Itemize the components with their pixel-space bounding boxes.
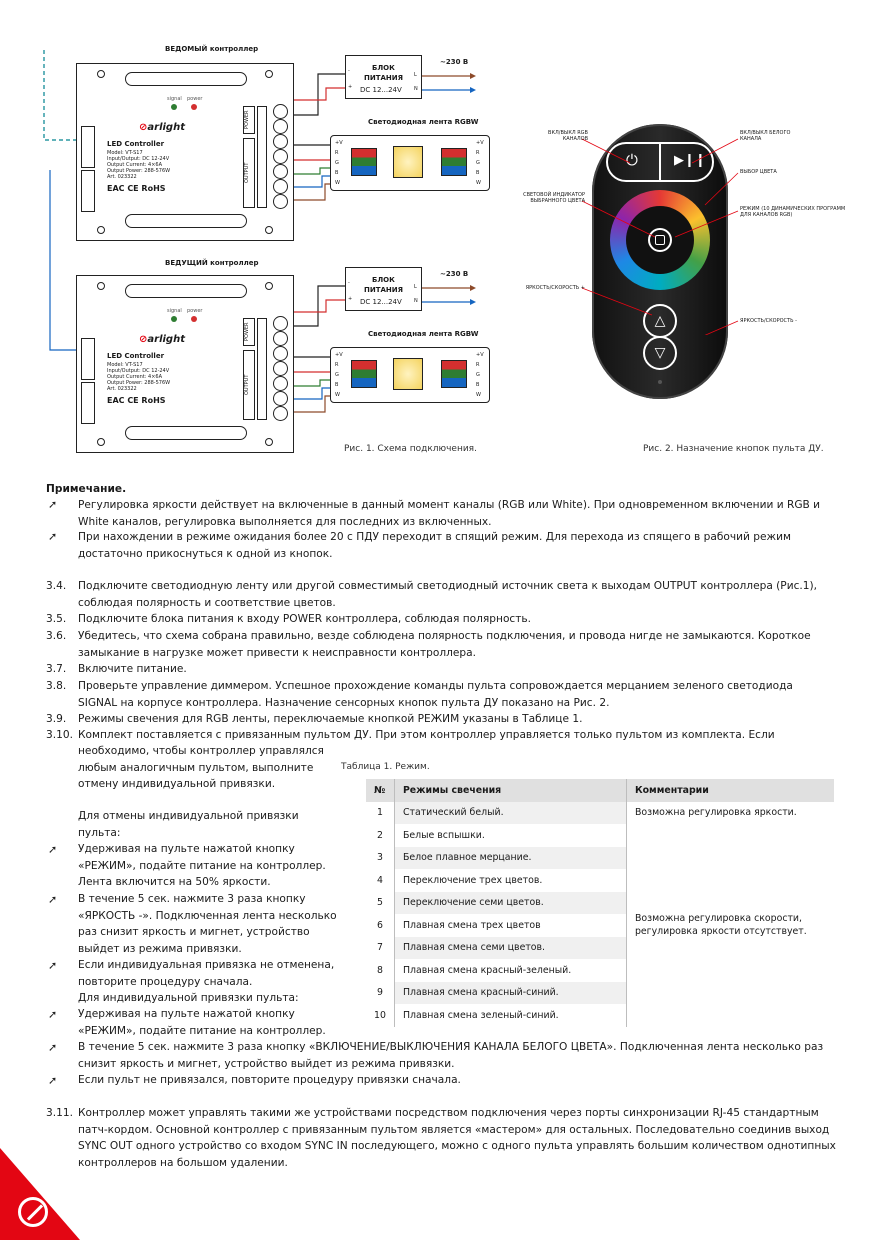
psu-title2: ПИТАНИЯ: [364, 74, 404, 82]
screw-hole: [97, 226, 105, 234]
modes-table: [366, 779, 834, 1027]
figure2-caption: Рис. 2. Назначение кнопок пульта ДУ.: [643, 444, 824, 454]
pin-labels-strip: [257, 106, 267, 208]
psu-N: N: [414, 298, 418, 304]
signal-label: signal: [167, 96, 182, 102]
arrow-icon: ➚: [48, 843, 58, 856]
brand-logo: ⊘arlight: [139, 122, 185, 133]
screw-hole: [97, 282, 105, 290]
controller-name: LED Controller: [107, 140, 165, 148]
step-number: 3.8.: [46, 680, 67, 692]
led-strip-slave: +V R G B W +V R G B W: [330, 135, 490, 191]
screw-hole: [265, 282, 273, 290]
slave-controller-title: ВЕДОМЫЙ контроллер: [165, 45, 259, 53]
strip-title-slave: Светодиодная лента RGBW: [368, 118, 479, 126]
bind-step-item: Удерживая на пульте нажатой кнопку «РЕЖИМ», подайте питание на контроллер.: [78, 1008, 326, 1037]
brand-logo-icon: [18, 1197, 48, 1227]
table-row: 2 Белые вспышки. Возможна регулировка скорости, регулировка яркости отсутствует.: [366, 824, 834, 847]
label-bright-plus: ЯРКОСТЬ/СКОРОСТЬ +: [525, 285, 585, 291]
merged-comment: Возможна регулировка скорости, регулировка яркости отсутствует.: [626, 824, 834, 1027]
rgb-led-chip: [351, 148, 377, 176]
label-indicator: СВЕТОВОЙ ИНДИКАТОР ВЫБРАННОГО ЦВЕТА: [523, 192, 585, 204]
table-header: Комментарии: [626, 779, 834, 802]
arrow-icon: ➚: [48, 530, 58, 543]
rgb-led-chip: [441, 360, 467, 388]
pin-labels-strip: [257, 318, 267, 420]
arrow-icon: ➚: [48, 498, 58, 511]
strip-title-master: Светодиодная лента RGBW: [368, 330, 479, 338]
terminal-block: [273, 316, 288, 421]
signal-led: [171, 104, 177, 110]
table-caption: Таблица 1. Режим.: [341, 762, 430, 772]
psu-master: [345, 267, 422, 311]
arrow-icon: ➚: [48, 959, 58, 972]
bind-title: Для индивидуальной привязки пульта:: [78, 992, 299, 1004]
power-led: [191, 104, 197, 110]
signal-led: [171, 316, 177, 322]
step-text: Подключите блока питания к входу POWER контроллера, соблюдая полярность.: [78, 613, 532, 625]
arrow-icon: ➚: [48, 1074, 58, 1087]
psu-slave: [345, 55, 422, 99]
step-text: Контроллер может управлять такими же устройствами посредством подключения через порты синхронизации RJ-45 стандартным патч-кордом. Основной контроллер с привязанным пультом является «мастером» для остальных. Последовательно соединив выход SYNC OUT одного устройство со входом SYNC IN последующего, можно с одного пульта управлять большим количеством однотипных контроллеров на большом удалении.: [78, 1107, 836, 1169]
vent-slot-top: [125, 284, 247, 298]
screw-hole: [265, 226, 273, 234]
arrow-icon: ➚: [48, 1041, 58, 1054]
psu-minus: -: [348, 280, 350, 286]
table-row: 8 Плавная смена красный-зеленый.: [366, 959, 834, 982]
spec-list: Model: VT-S17 Input/Output: DC 12-24V Output Current: 4×6A Output Power: 288-576W Art. 023322: [107, 150, 171, 180]
vent-slot-bottom: [125, 214, 247, 228]
step310-text: необходимо, чтобы контроллер управлялся любым аналогичным пультом, выполните отмену индивидуальной привязки.: [78, 745, 324, 791]
power-icon[interactable]: ⏻: [626, 151, 638, 169]
psu-title1: БЛОК: [372, 276, 395, 284]
rj45-out: [81, 170, 95, 212]
note-item: При нахождении в режиме ожидания более 20 с ПДУ переходит в спящий режим. Для перехода из спящего в рабочий режим достаточно прикоснуться к одной из кнопок.: [78, 531, 791, 560]
screw-hole: [97, 438, 105, 446]
table-header: Режимы свечения: [394, 779, 626, 802]
step-number: 3.4.: [46, 580, 67, 592]
step-number: 3.5.: [46, 613, 67, 625]
step-number: 3.6.: [46, 630, 67, 642]
table-row: 1 Статический белый. Возможна регулировка яркости.: [366, 802, 834, 825]
master-controller: [76, 275, 294, 453]
label-on-off-rgb: ВКЛ/ВЫКЛ RGB КАНАЛОВ: [548, 130, 588, 142]
table-row: 9 Плавная смена красный-синий.: [366, 982, 834, 1005]
label-color-select: ВЫБОР ЦВЕТА: [740, 169, 777, 175]
mains-label-slave: ~230 В: [440, 58, 469, 66]
psu-title2: ПИТАНИЯ: [364, 286, 404, 294]
cert-marks: EAC CE RoHS: [107, 396, 166, 405]
output-label-block: OUTPUT: [243, 350, 255, 420]
screw-hole: [265, 70, 273, 78]
output-label-block: OUTPUT: [243, 138, 255, 208]
cancel-step-item: В течение 5 сек. нажмите 3 раза кнопку «ЯРКОСТЬ -». Подключенная лента несколько раз снизит яркость и мигнет, устройство выйдет из режима привязки.: [78, 893, 337, 955]
table-row: 7 Плавная смена семи цветов.: [366, 937, 834, 960]
screw-hole: [265, 438, 273, 446]
white-led-chip: [393, 146, 423, 178]
figure1-caption: Рис. 1. Схема подключения.: [344, 444, 477, 454]
step-number: 3.7.: [46, 663, 67, 675]
table-row: 6 Плавная смена трех цветов: [366, 914, 834, 937]
mains-label-master: ~230 В: [440, 270, 469, 278]
power-label: power: [187, 308, 203, 314]
psu-title1: БЛОК: [372, 64, 395, 72]
sync-cable-dashed: [44, 50, 80, 140]
step-text: Комплект поставляется с привязанным пультом ДУ. При этом контроллер управляется только пультом из комплекта. Если: [78, 729, 775, 741]
power-label-block: POWER: [243, 318, 255, 346]
psu-plus: +: [348, 296, 353, 302]
play-pause-icon[interactable]: ▶❙❙: [674, 153, 706, 168]
white-led-chip: [393, 358, 423, 390]
terminal-block: [273, 104, 288, 209]
step-text: Убедитесь, что схема собрана правильно, везде соблюдена полярность подключения, и провода нигде не замыкаются. Короткое замыкание в нагрузке может привести к неисправности контроллера.: [78, 630, 811, 659]
triangle-down-icon: ▽: [654, 345, 666, 361]
remote-led: [658, 380, 662, 384]
psu-L: L: [414, 72, 417, 78]
psu-N: N: [414, 86, 418, 92]
step-number: 3.10.: [46, 729, 73, 741]
triangle-up-icon: △: [654, 313, 666, 329]
note-item: Регулировка яркости действует на включенные в данный момент каналы (RGB или White). При одновременном включении и RGB и White каналов, регулировка выполняется для последних из включенных.: [78, 499, 821, 528]
rj45-in: [81, 126, 95, 168]
psu-voltage: DC 12...24V: [360, 86, 402, 94]
step-number: 3.9.: [46, 713, 67, 725]
led-strip-master: +V R G B W +V R G B W: [330, 347, 490, 403]
psu-voltage: DC 12...24V: [360, 298, 402, 306]
controller-name: LED Controller: [107, 352, 165, 360]
power-led: [191, 316, 197, 322]
step-text: Проверьте управление диммером. Успешное прохождение команды пульта сопровождается мерцанием зеленого светодиода SIGNAL на корпусе контроллера. Назначение сенсорных кнопок пульта ДУ показано на Рис. 2.: [78, 680, 793, 709]
brand-logo: ⊘arlight: [139, 334, 185, 345]
bind-step-item: В течение 5 сек. нажмите 3 раза кнопку «ВКЛЮЧЕНИЕ/ВЫКЛЮЧЕНИЯ КАНАЛА БЕЛОГО ЦВЕТА». Подключенная лента несколько раз снизит яркость и мигнет, устройство выйдет из режима привязки.: [78, 1041, 824, 1070]
table-row: 5 Переключение семи цветов.: [366, 892, 834, 915]
table-row: 10 Плавная смена зеленый-синий.: [366, 1004, 834, 1027]
label-mode: РЕЖИМ (10 ДИНАМИЧЕСКИХ ПРОГРАММ ДЛЯ КАНАЛОВ RGB): [740, 206, 846, 218]
rj45-out: [81, 382, 95, 424]
vent-slot-bottom: [125, 426, 247, 440]
cancel-step-item: Удерживая на пульте нажатой кнопку «РЕЖИМ», подайте питание на контроллер. Лента включится на 50% яркости.: [78, 843, 326, 889]
brand-corner: [0, 1148, 80, 1240]
note-title: Примечание.: [46, 483, 127, 495]
rgb-led-chip: [351, 360, 377, 388]
spec-list: Model: VT-S17 Input/Output: DC 12-24V Output Current: 4×6A Output Power: 288-576W Art. 023322: [107, 362, 171, 392]
step-number: 3.11.: [46, 1107, 73, 1119]
cert-marks: EAC CE RoHS: [107, 184, 166, 193]
cancel-binding-title: Для отмены индивидуальной привязки пульта:: [78, 810, 299, 839]
brightness-down-button[interactable]: [643, 336, 677, 370]
label-bright-minus: ЯРКОСТЬ/СКОРОСТЬ -: [740, 318, 797, 324]
master-controller-title: ВЕДУЩИЙ контроллер: [165, 259, 259, 267]
psu-L: L: [414, 284, 417, 290]
label-on-off-white: ВКЛ/ВЫКЛ БЕЛОГО КАНАЛА: [740, 130, 791, 142]
table-row: 3 Белое плавное мерцание.: [366, 847, 834, 870]
bind-step-item: Если пульт не привязался, повторите процедуру привязки сначала.: [78, 1074, 461, 1086]
power-label: power: [187, 96, 203, 102]
signal-label: signal: [167, 308, 182, 314]
slave-controller: [76, 63, 294, 241]
step-text: Режимы свечения для RGB ленты, переключаемые кнопкой РЕЖИМ указаны в Таблице 1.: [78, 713, 583, 725]
rgb-led-chip: [441, 148, 467, 176]
step-text: Подключите светодиодную ленту или другой совместимый светодиодный источник света к выходам OUTPUT контроллера (Рис.1), соблюдая полярность и соответствие цветов.: [78, 580, 818, 609]
table-row: 4 Переключение трех цветов.: [366, 869, 834, 892]
screw-hole: [97, 70, 105, 78]
psu-minus: -: [348, 68, 350, 74]
arrow-icon: ➚: [48, 1008, 58, 1021]
table-header: №: [366, 779, 394, 802]
vent-slot-top: [125, 72, 247, 86]
arrow-icon: ➚: [48, 893, 58, 906]
cancel-step-item: Если индивидуальная привязка не отменена, повторите процедуру сначала.: [78, 959, 335, 988]
step-text: Включите питание.: [78, 663, 187, 675]
remote-callouts: [500, 125, 850, 335]
power-label-block: POWER: [243, 106, 255, 134]
psu-plus: +: [348, 84, 353, 90]
rj45-in: [81, 338, 95, 380]
